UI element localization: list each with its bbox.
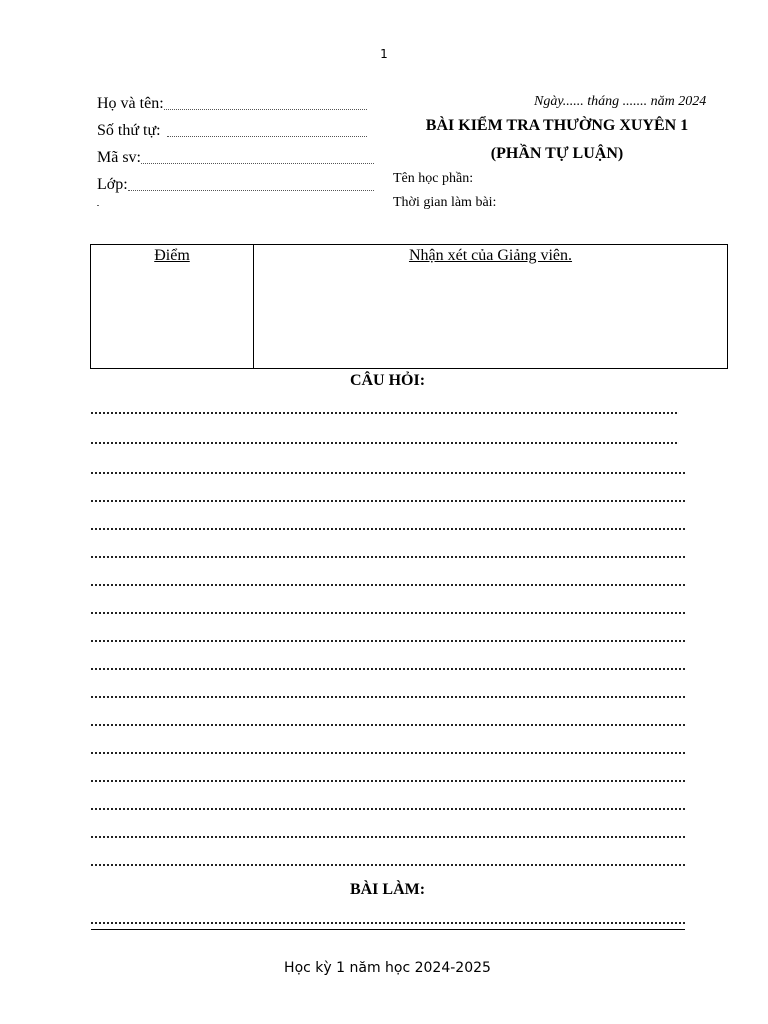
comment-header: Nhận xét của Giảng viên.	[408, 247, 573, 264]
question-line[interactable]	[91, 864, 685, 866]
question-line[interactable]	[91, 528, 685, 530]
question-line[interactable]	[91, 836, 685, 838]
question-line[interactable]	[91, 442, 677, 444]
questions-title: CÂU HỎI:	[349, 372, 426, 389]
exam-subtitle: (PHẦN TỰ LUẬN)	[490, 145, 624, 162]
question-line[interactable]	[91, 472, 685, 474]
student-id-blank[interactable]	[141, 149, 374, 164]
question-line[interactable]	[91, 752, 685, 754]
student-class-field	[97, 176, 374, 194]
score-cell[interactable]	[91, 245, 254, 368]
student-id-label: Mã sv:	[97, 149, 141, 166]
question-line[interactable]	[91, 808, 685, 810]
footer: Học kỳ 1 năm học 2024-2025	[284, 960, 491, 976]
page-number: 1	[380, 47, 388, 61]
student-order-label: Số thứ tự:	[97, 122, 161, 139]
answer-title: BÀI LÀM:	[349, 881, 426, 898]
question-line[interactable]	[91, 556, 685, 558]
answer-line[interactable]	[91, 922, 685, 924]
question-line[interactable]	[91, 612, 685, 614]
question-line[interactable]	[91, 668, 685, 670]
question-line[interactable]	[91, 724, 685, 726]
stray-dot	[97, 205, 99, 206]
question-line[interactable]	[91, 500, 685, 502]
student-class-blank[interactable]	[128, 176, 374, 191]
comment-cell[interactable]	[254, 245, 727, 368]
question-line[interactable]	[91, 412, 677, 414]
question-line[interactable]	[91, 584, 685, 586]
student-name-label: Họ và tên:	[97, 95, 164, 112]
student-order-blank[interactable]	[167, 122, 367, 137]
exam-title: BÀI KIỂM TRA THƯỜNG XUYÊN 1	[425, 117, 689, 134]
question-line[interactable]	[91, 780, 685, 782]
grade-table	[90, 244, 728, 369]
course-name-label: Tên học phần:	[393, 171, 474, 186]
exam-time-label: Thời gian làm bài:	[393, 195, 497, 210]
answer-divider	[91, 929, 685, 930]
question-line[interactable]	[91, 640, 685, 642]
question-line[interactable]	[91, 696, 685, 698]
student-class-label: Lớp:	[97, 176, 128, 193]
student-name-field	[97, 95, 367, 113]
date-line: Ngày...... tháng ....... năm 2024	[534, 94, 707, 109]
student-id-field	[97, 149, 374, 167]
score-header: Điểm	[154, 247, 190, 264]
student-name-blank[interactable]	[164, 95, 367, 110]
student-order-field	[97, 122, 367, 140]
